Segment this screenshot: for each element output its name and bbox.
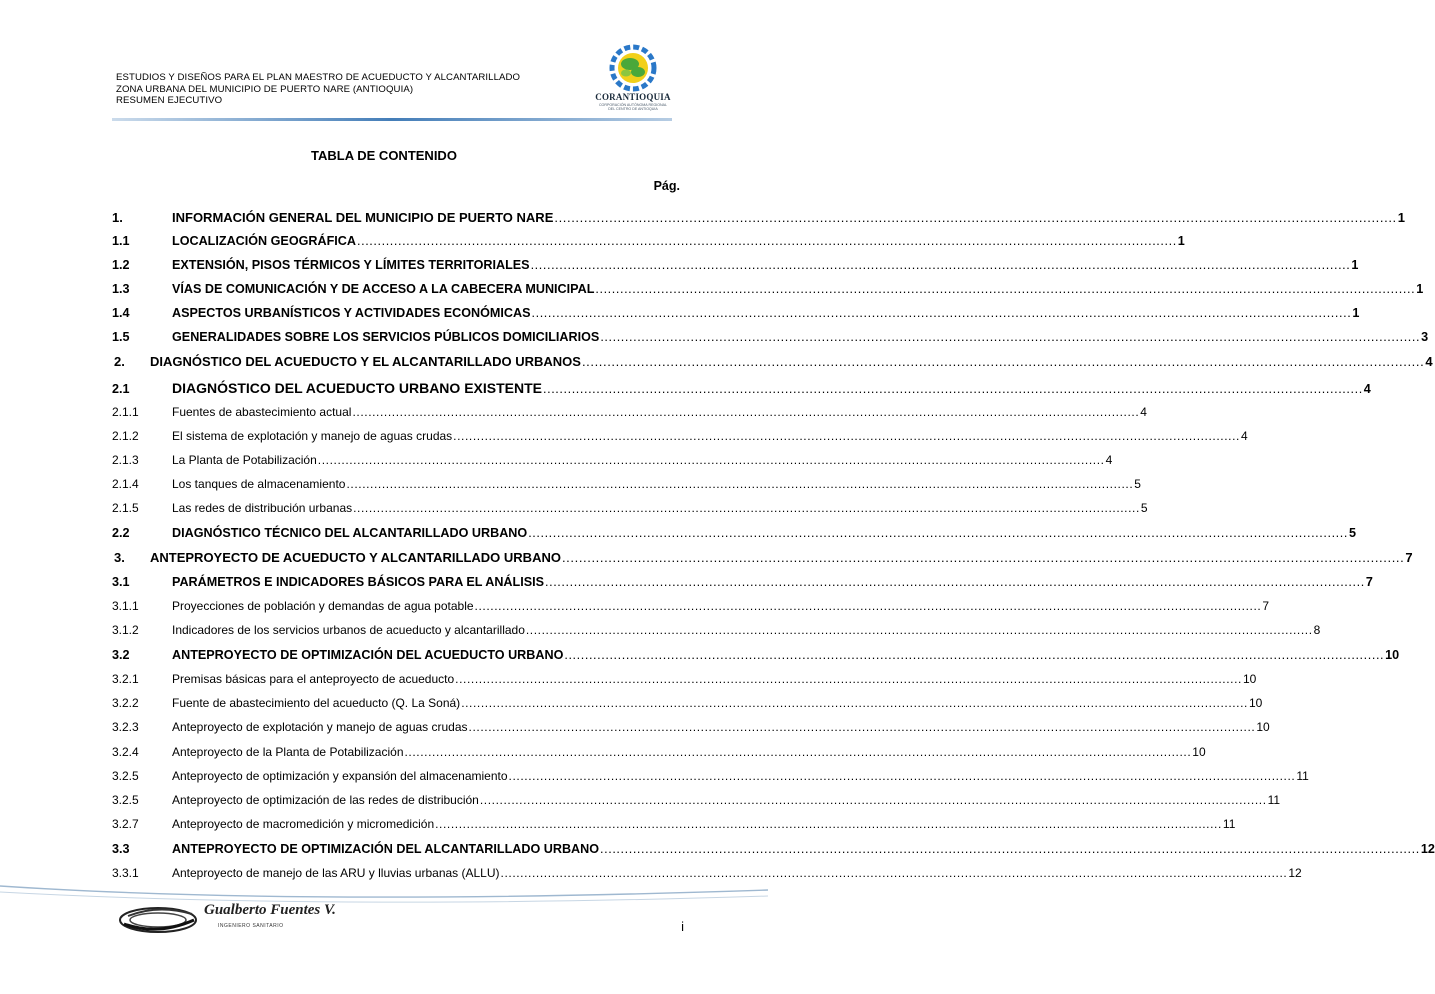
toc-entry-number: 3.2	[112, 648, 130, 662]
toc-entry-page: 1	[1177, 234, 1185, 248]
toc-dot-leader: ........................................................................................................................................................................................................	[435, 817, 1222, 831]
toc-entry-title: ANTEPROYECTO DE OPTIMIZACIÓN DEL ACUEDUCTO URBANO	[172, 648, 564, 662]
toc-entry[interactable]	[112, 842, 1435, 858]
toc-entry-title: Anteproyecto de optimización y expansión del almacenamiento	[172, 769, 508, 783]
toc-entry-number: 1.1	[112, 234, 130, 248]
logo-subtitle-line-2: DEL CENTRO DE ANTIOQUIA	[608, 107, 658, 112]
toc-entry[interactable]	[112, 672, 1257, 688]
toc-entry-title: Proyecciones de población y demandas de agua potable	[172, 599, 474, 613]
toc-entry[interactable]	[112, 234, 1185, 250]
toc-entry-title: ANTEPROYECTO DE OPTIMIZACIÓN DEL ALCANTARILLADO URBANO	[172, 842, 600, 856]
toc-dot-leader: ........................................................................................................................................................................................................	[453, 429, 1240, 443]
toc-entry[interactable]	[112, 623, 1321, 639]
toc-entry-title: ANTEPROYECTO DE ACUEDUCTO Y ALCANTARILLADO URBANO	[150, 550, 561, 565]
toc-entry-number: 2.1.1	[112, 405, 139, 419]
engineer-signature	[118, 896, 336, 942]
toc-entry-page: 7	[1405, 550, 1413, 565]
toc-entry-page: 1	[1397, 210, 1405, 225]
toc-entry[interactable]	[112, 501, 1148, 517]
toc-entry[interactable]	[112, 575, 1373, 591]
toc-dot-leader: ........................................................................................................................................................................................................	[564, 648, 1385, 662]
toc-entry-number: 3.2.7	[112, 817, 139, 831]
toc-entry-page: 5	[1140, 501, 1148, 515]
toc-entry-number: 1.	[112, 210, 123, 225]
page-column-label: Pág.	[653, 179, 680, 193]
toc-dot-leader: ........................................................................................................................................................................................................	[455, 672, 1242, 686]
toc-dot-leader: ........................................................................................................................................................................................................	[554, 210, 1397, 225]
toc-entry-number: 3.1	[112, 575, 130, 589]
toc-entry-title: Anteproyecto de macromedición y micromedición	[172, 817, 435, 831]
toc-entry-title: La Planta de Potabilización	[172, 453, 317, 467]
toc-entry-page: 11	[1222, 817, 1236, 831]
toc-entry-page: 4	[1140, 405, 1147, 419]
toc-entry[interactable]	[112, 526, 1356, 542]
toc-entry-number: 1.2	[112, 258, 130, 272]
toc-dot-leader: ........................................................................................................................................................................................................	[352, 405, 1140, 419]
toc-entry-title: Anteproyecto de la Planta de Potabilización	[172, 745, 404, 759]
toc-entry-title: INFORMACIÓN GENERAL DEL MUNICIPIO DE PUERTO NARE	[172, 210, 554, 225]
toc-entry[interactable]	[112, 282, 1424, 298]
toc-dot-leader: ........................................................................................................................................................................................................	[531, 306, 1352, 320]
toc-entry-page: 7	[1365, 575, 1373, 589]
toc-entry-number: 3.3	[112, 842, 130, 856]
toc-entry[interactable]	[112, 210, 1405, 226]
toc-dot-leader: ........................................................................................................................................................................................................	[600, 330, 1421, 344]
toc-entry-page: 4	[1425, 354, 1433, 369]
toc-entry-title: DIAGNÓSTICO TÉCNICO DEL ALCANTARILLADO URBANO	[172, 526, 528, 540]
toc-entry-page: 5	[1348, 526, 1356, 540]
toc-dot-leader: ........................................................................................................................................................................................................	[528, 526, 1348, 540]
toc-entry-page: 11	[1267, 793, 1281, 807]
toc-entry-page: 4	[1363, 382, 1371, 396]
toc-entry[interactable]	[112, 380, 1371, 396]
toc-entry[interactable]	[112, 477, 1141, 493]
toc-entry-page: 11	[1296, 769, 1309, 783]
toc-entry-number: 3.2.1	[112, 672, 139, 686]
toc-entry[interactable]	[112, 550, 1413, 566]
toc-dot-leader: ........................................................................................................................................................................................................	[468, 720, 1256, 734]
signature-title: INGENIERO SANITARIO	[218, 923, 284, 929]
toc-entry[interactable]	[112, 696, 1263, 712]
toc-entry-page: 10	[1256, 720, 1270, 734]
toc-dot-leader: ........................................................................................................................................................................................................	[479, 793, 1267, 807]
toc-entry-number: 2.1.3	[112, 453, 139, 467]
toc-dot-leader: ........................................................................................................................................................................................................	[353, 501, 1140, 515]
toc-dot-leader: ........................................................................................................................................................................................................	[595, 282, 1416, 296]
toc-dot-leader: ........................................................................................................................................................................................................	[508, 769, 1296, 783]
toc-entry[interactable]	[112, 720, 1270, 736]
toc-entry-number: 2.1.5	[112, 501, 139, 515]
toc-entry[interactable]	[112, 745, 1206, 761]
toc-entry[interactable]	[112, 354, 1433, 370]
toc-entry[interactable]	[112, 453, 1113, 469]
toc-entry-page: 10	[1192, 745, 1206, 759]
toc-entry-title: LOCALIZACIÓN GEOGRÁFICA	[172, 234, 356, 248]
toc-entry-number: 3.2.2	[112, 696, 139, 710]
toc-entry-title: DIAGNÓSTICO DEL ACUEDUCTO Y EL ALCANTARILLADO URBANOS	[150, 354, 581, 369]
toc-entry[interactable]	[112, 793, 1281, 809]
toc-entry[interactable]	[112, 648, 1400, 664]
document-header	[116, 72, 520, 107]
toc-entry[interactable]	[112, 405, 1147, 421]
toc-entry-number: 3.2.4	[112, 745, 139, 759]
toc-entry-title: Anteproyecto de optimización de las redes de distribución	[172, 793, 479, 807]
toc-entry-number: 3.3.1	[112, 866, 139, 880]
toc-entry-title: PARÁMETROS E INDICADORES BÁSICOS PARA EL ANÁLISIS	[172, 575, 545, 589]
toc-entry-page: 5	[1134, 477, 1141, 491]
toc-dot-leader: ........................................................................................................................................................................................................	[600, 842, 1420, 856]
logo-emblem-icon	[592, 44, 674, 92]
header-line-1: ESTUDIOS Y DISEÑOS PARA EL PLAN MAESTRO DE ACUEDUCTO Y ALCANTARILLADO	[116, 72, 521, 83]
toc-entry-number: 1.5	[112, 330, 130, 344]
toc-entry-page: 12	[1420, 842, 1435, 856]
toc-entry-number: 3.	[114, 550, 125, 565]
toc-entry-number: 3.1.1	[112, 599, 139, 613]
header-divider	[112, 117, 672, 122]
header-line-3: RESUMEN EJECUTIVO	[116, 95, 223, 106]
toc-entry-title: GENERALIDADES SOBRE LOS SERVICIOS PÚBLICOS DOMICILIARIOS	[172, 330, 600, 344]
toc-entry[interactable]	[112, 306, 1360, 322]
toc-entry-page: 12	[1288, 866, 1302, 880]
toc-entry-title: DIAGNÓSTICO DEL ACUEDUCTO URBANO EXISTENTE	[172, 380, 542, 396]
toc-entry-number: 2.1.4	[112, 477, 139, 491]
toc-entry-title: Premisas básicas para el anteproyecto de acueducto	[172, 672, 455, 686]
toc-entry-page: 1	[1416, 282, 1424, 296]
toc-entry-title: Fuentes de abastecimiento actual	[172, 405, 352, 419]
toc-entry-title: ASPECTOS URBANÍSTICOS Y ACTIVIDADES ECONÓMICAS	[172, 306, 531, 320]
toc-dot-leader: ........................................................................................................................................................................................................	[545, 575, 1365, 589]
toc-entry[interactable]	[112, 599, 1270, 615]
toc-entry[interactable]	[112, 769, 1309, 785]
toc-entry-number: 2.2	[112, 526, 130, 540]
toc-entry-title: Indicadores de los servicios urbanos de acueducto y alcantarillado	[172, 623, 525, 637]
toc-entry[interactable]	[112, 817, 1236, 833]
toc-entry-page: 10	[1242, 672, 1257, 686]
toc-entry-page: 3	[1421, 330, 1429, 344]
toc-dot-leader: ........................................................................................................................................................................................................	[561, 550, 1405, 565]
logo-subtitle	[596, 103, 670, 112]
toc-entry-title: Anteproyecto de manejo de las ARU y lluvias urbanas (ALLU)	[172, 866, 500, 880]
toc-entry-title: Las redes de distribución urbanas	[172, 501, 353, 515]
toc-entry-title: EXTENSIÓN, PISOS TÉRMICOS Y LÍMITES TERRITORIALES	[172, 258, 530, 272]
toc-entry-number: 1.3	[112, 282, 130, 296]
toc-entry-number: 3.2.5	[112, 793, 139, 807]
signature-name: Gualberto Fuentes V.	[204, 902, 336, 918]
toc-entry[interactable]	[112, 429, 1248, 445]
toc-entry-page: 4	[1105, 453, 1113, 467]
toc-dot-leader: ........................................................................................................................................................................................................	[581, 354, 1425, 369]
toc-dot-leader: ........................................................................................................................................................................................................	[317, 453, 1105, 467]
toc-entry-page: 1	[1351, 258, 1359, 272]
toc-dot-leader: ........................................................................................................................................................................................................	[404, 745, 1192, 759]
toc-dot-leader: ........................................................................................................................................................................................................	[346, 477, 1134, 491]
toc-dot-leader: ........................................................................................................................................................................................................	[543, 382, 1363, 396]
logo-subtitle-line-1: CORPORACIÓN AUTÓNOMA REGIONAL	[598, 103, 668, 107]
toc-entry-title: Los tanques de almacenamiento	[172, 477, 346, 491]
toc-entry-number: 2.1.2	[112, 429, 139, 443]
toc-entry[interactable]	[112, 258, 1359, 274]
toc-entry-page: 1	[1352, 306, 1360, 320]
toc-entry-title: Anteproyecto de explotación y manejo de aguas crudas	[172, 720, 468, 734]
logo-name: CORANTIOQUIA	[595, 92, 671, 102]
toc-entry-number: 2.	[114, 354, 125, 369]
corantioquia-logo	[592, 44, 674, 120]
toc-entry-page: 8	[1313, 623, 1321, 637]
toc-entry-title: Fuente de abastecimiento del acueducto (Q. La Soná)	[172, 696, 461, 710]
toc-dot-leader: ........................................................................................................................................................................................................	[357, 234, 1177, 248]
toc-dot-leader: ........................................................................................................................................................................................................	[530, 258, 1351, 272]
toc-entry-number: 3.2.5	[112, 769, 139, 783]
toc-heading: TABLA DE CONTENIDO	[311, 148, 457, 163]
toc-entry-number: 3.1.2	[112, 623, 139, 637]
toc-dot-leader: ........................................................................................................................................................................................................	[474, 599, 1262, 613]
toc-entry[interactable]	[112, 330, 1429, 346]
toc-dot-leader: ........................................................................................................................................................................................................	[461, 696, 1248, 710]
page-number: i	[681, 919, 684, 934]
toc-entry-title: El sistema de explotación y manejo de aguas crudas	[172, 429, 453, 443]
footer-divider	[0, 880, 768, 920]
toc-entry-title: VÍAS DE COMUNICACIÓN Y DE ACCESO A LA CABECERA MUNICIPAL	[172, 282, 595, 296]
toc-entry-number: 3.2.3	[112, 720, 139, 734]
toc-entry-number: 2.1	[112, 382, 130, 396]
toc-entry-number: 1.4	[112, 306, 130, 320]
toc-entry-page: 7	[1262, 599, 1270, 613]
toc-entry-page: 10	[1248, 696, 1263, 710]
toc-entry-page: 10	[1385, 648, 1400, 662]
toc-entry-page: 4	[1240, 429, 1248, 443]
header-line-2: ZONA URBANA DEL MUNICIPIO DE PUERTO NARE (ANTIOQUIA)	[116, 83, 414, 95]
toc-dot-leader: ........................................................................................................................................................................................................	[500, 866, 1288, 880]
toc-dot-leader: ........................................................................................................................................................................................................	[525, 623, 1313, 637]
